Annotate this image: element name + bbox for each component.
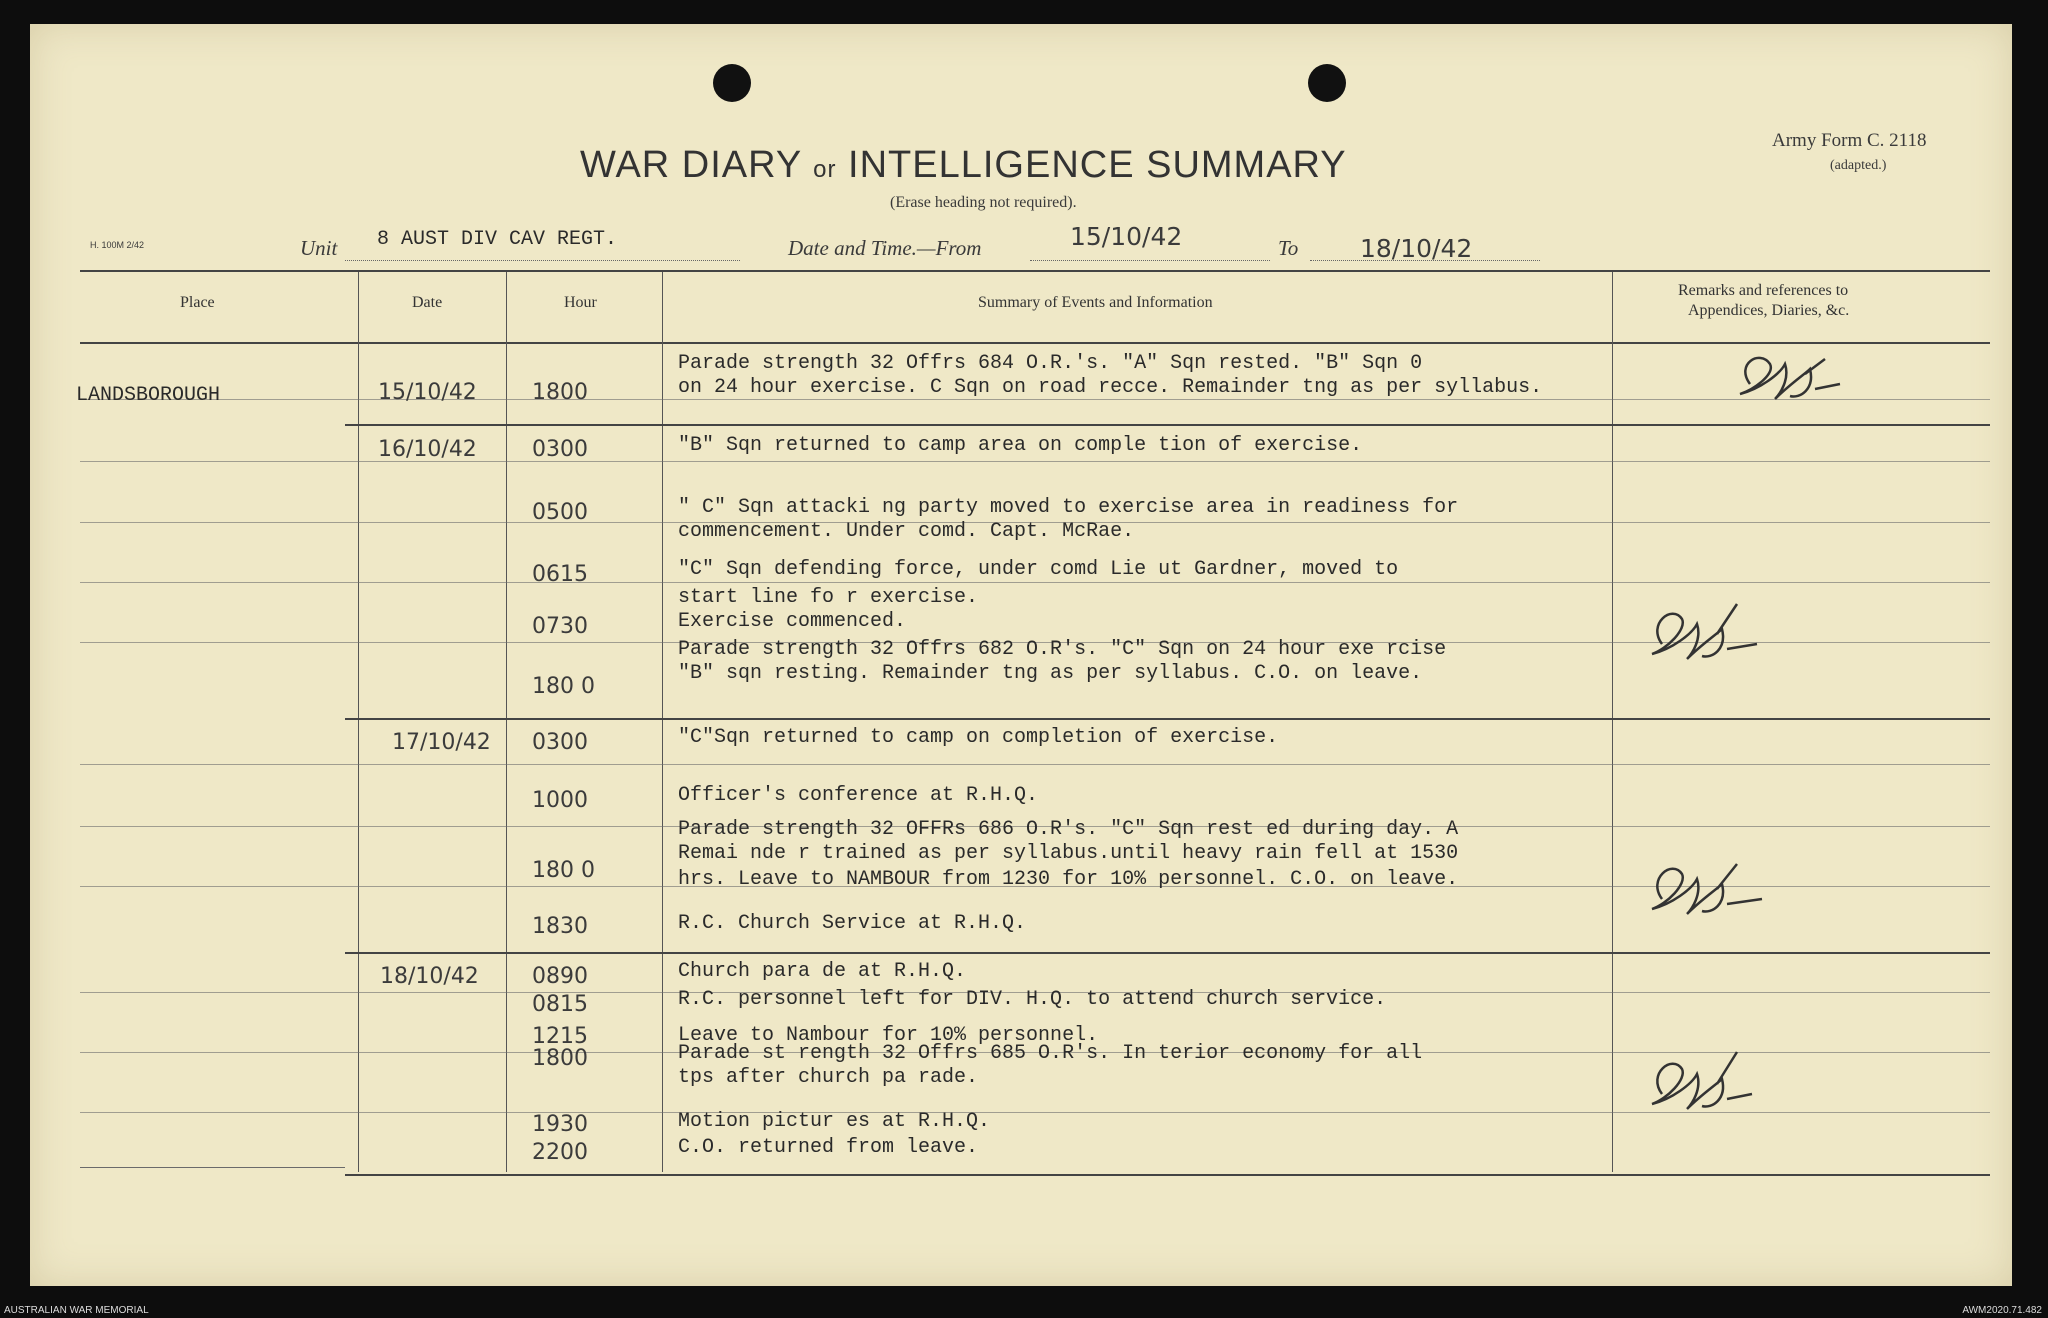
hour-cell: 1000 — [532, 788, 588, 813]
date-cell: 18/10/42 — [380, 964, 479, 989]
col-divider — [662, 272, 663, 1172]
punch-hole — [1308, 64, 1346, 102]
header-rule — [80, 342, 1990, 344]
unit-label: Unit — [300, 236, 338, 260]
print-code: H. 100M 2/42 — [90, 240, 145, 250]
column-header-place: Place — [180, 294, 215, 311]
hour-cell: 0890 — [532, 964, 588, 989]
summary-line: "C"Sqn returned to camp on completion of exercise. — [678, 726, 1279, 749]
day-rule — [345, 952, 1990, 954]
summary-line: on 24 hour exercise. C Sqn on road recce. Remainder tng as per syllabus. — [678, 376, 1543, 399]
hour-cell: 180 0 — [532, 674, 595, 699]
ruled-line — [80, 764, 1990, 765]
summary-line: " C" Sqn attacki ng party moved to exercise area in readiness for — [678, 496, 1459, 519]
summary-line: "C" Sqn defending force, under comd Lie ut Gardner, moved to — [678, 558, 1399, 581]
to-label: To — [1278, 236, 1299, 260]
form-note: (adapted.) — [1830, 158, 1887, 173]
hour-cell: 0615 — [532, 562, 588, 587]
signature-initials — [1642, 844, 1772, 924]
place-value: LANDSBOROUGH — [76, 384, 221, 407]
summary-line: "B" Sqn returned to camp area on comple tion of exercise. — [678, 434, 1363, 457]
column-header-date: Date — [412, 294, 443, 311]
punch-hole — [713, 64, 751, 102]
signature-initials — [1642, 1044, 1762, 1124]
column-header-remarks-1: Remarks and references to — [1678, 282, 1849, 299]
date-from-line — [1030, 260, 1270, 261]
date-cell: 15/10/42 — [378, 380, 477, 405]
summary-line: C.O. returned from leave. — [678, 1136, 979, 1159]
summary-line: "B" sqn resting. Remainder tng as per syllabus. C.O. on leave. — [678, 662, 1423, 685]
summary-line: Leave to Nambour for 10% personnel. — [678, 1024, 1099, 1047]
hour-cell: 0730 — [532, 614, 588, 639]
hour-cell: 1830 — [532, 914, 588, 939]
col-divider — [506, 272, 507, 1172]
summary-line: hrs. Leave to NAMBOUR from 1230 for 10% personnel. C.O. on leave. — [678, 868, 1459, 891]
date-label: Date and Time.—From — [788, 236, 982, 260]
unit-line — [345, 260, 740, 261]
hour-cell: 2200 — [532, 1140, 588, 1165]
summary-line: Exercise commenced. — [678, 610, 907, 633]
hour-cell: 0300 — [532, 437, 588, 462]
summary-line: tps after church pa rade. — [678, 1066, 979, 1089]
day-rule — [345, 424, 1990, 426]
hour-cell: 1215 — [532, 1024, 588, 1049]
col-divider — [358, 272, 359, 1172]
date-from-value: 15/10/42 — [1070, 222, 1183, 251]
summary-line: Church para de at R.H.Q. — [678, 960, 967, 983]
summary-line: Parade strength 32 OFFRs 686 O.R's. "C" Sqn rest ed during day. A — [678, 818, 1459, 841]
signature-initials — [1642, 594, 1762, 674]
title-subtitle: (Erase heading not required). — [890, 194, 1077, 211]
footer-accession-number: AWM2020.71.482 — [1962, 1305, 2042, 1316]
table-top-rule — [80, 270, 1990, 272]
table-bottom-rule — [345, 1174, 1990, 1176]
summary-line: Parade st rength 32 Offrs 685 O.R's. In terior economy for all — [678, 1042, 1423, 1065]
hour-cell: 180 0 — [532, 858, 595, 883]
hour-cell: 0815 — [532, 992, 588, 1017]
column-header-remarks-2: Appendices, Diaries, &c. — [1688, 302, 1850, 319]
summary-line: R.C. Church Service at R.H.Q. — [678, 912, 1027, 935]
hour-cell: 0500 — [532, 500, 588, 525]
footer-institution: AUSTRALIAN WAR MEMORIAL — [4, 1305, 149, 1316]
date-cell: 17/10/42 — [392, 730, 491, 755]
place-bottom-rule — [80, 1167, 345, 1168]
hour-cell: 1800 — [532, 380, 588, 405]
diary-sheet — [30, 24, 2012, 1286]
ruled-line — [80, 582, 1990, 583]
hour-cell: 0300 — [532, 730, 588, 755]
date-to-value: 18/10/42 — [1360, 234, 1473, 263]
signature-initials — [1730, 344, 1850, 414]
day-rule — [345, 718, 1990, 720]
summary-line: Parade strength 32 Offrs 682 O.R's. "C" Sqn on 24 hour exe rcise — [678, 638, 1447, 661]
summary-line: Parade strength 32 Offrs 684 O.R.'s. "A" Sqn rested. "B" Sqn 0 — [678, 352, 1423, 375]
ruled-line — [80, 399, 1990, 400]
summary-line: R.C. personnel left for DIV. H.Q. to attend church service. — [678, 988, 1387, 1011]
summary-line: commencement. Under comd. Capt. McRae. — [678, 520, 1135, 543]
hour-cell: 1930 — [532, 1112, 588, 1137]
summary-line: Officer's conference at R.H.Q. — [678, 784, 1039, 807]
hour-cell: 1800 — [532, 1046, 588, 1071]
date-cell: 16/10/42 — [378, 437, 477, 462]
summary-line: Remai nde r trained as per syllabus.until heavy rain fell at 1530 — [678, 842, 1459, 865]
column-header-hour: Hour — [564, 294, 597, 311]
document-title: WAR DIARY or INTELLIGENCE SUMMARY — [580, 144, 1347, 186]
form-number: Army Form C. 2118 — [1772, 130, 1927, 151]
summary-line: start line fo r exercise. — [678, 586, 979, 609]
summary-line: Motion pictur es at R.H.Q. — [678, 1110, 991, 1133]
ruled-line — [80, 461, 1990, 462]
column-header-summary: Summary of Events and Information — [978, 294, 1213, 311]
unit-value: 8 AUST DIV CAV REGT. — [377, 228, 618, 251]
col-divider — [1612, 272, 1613, 1172]
